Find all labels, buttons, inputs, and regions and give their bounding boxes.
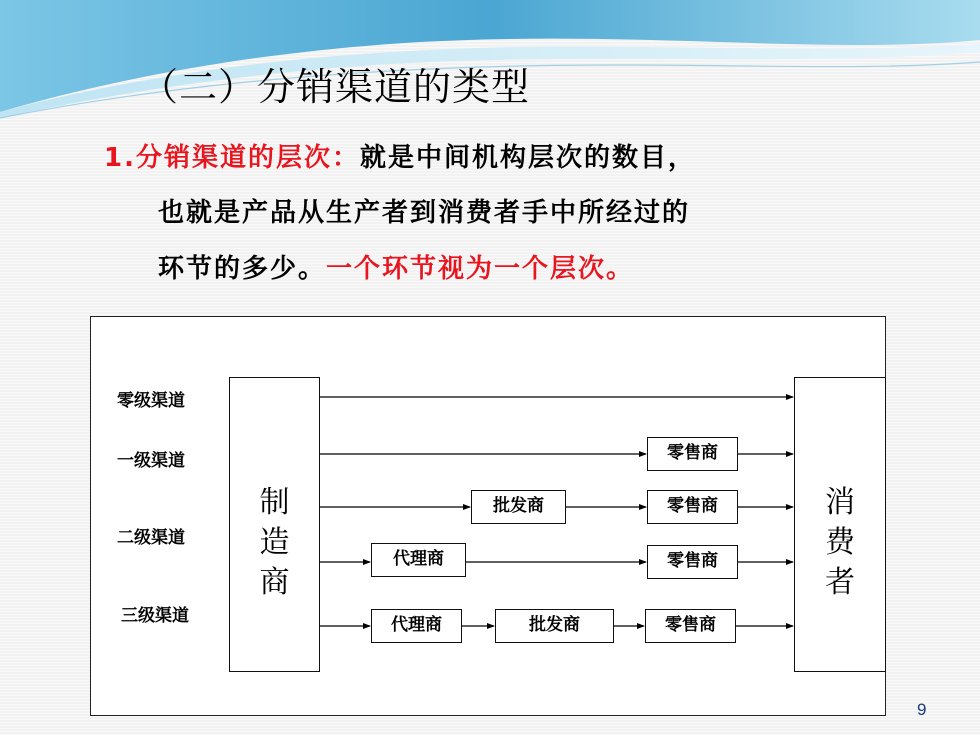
level3-wholesaler-node: 批发商	[495, 609, 614, 643]
page-number: 9	[917, 700, 927, 719]
manufacturer-char-1: 制	[259, 485, 290, 520]
consumer-char-2: 费	[825, 525, 855, 560]
level-one-label: 一级渠道	[117, 451, 185, 471]
level-three-label: 三级渠道	[121, 606, 189, 626]
consumer-box	[794, 377, 886, 672]
level2-wholesaler-node: 批发商	[471, 490, 566, 524]
consumer-char-1: 消	[825, 485, 855, 520]
level2-agent-node: 代理商	[371, 543, 466, 577]
level3-agent-node: 代理商	[371, 609, 462, 643]
paragraph-line3-red: 一个环节视为一个层次。	[326, 254, 635, 284]
manufacturer-char-2: 造	[259, 525, 290, 560]
manufacturer-label	[230, 483, 319, 603]
level-two-label: 二级渠道	[117, 528, 185, 548]
level3-retailer-node: 零售商	[645, 609, 736, 643]
paragraph-line-2: 也就是产品从生产者到消费者手中所经过的	[158, 198, 691, 228]
consumer-char-3: 者	[825, 565, 855, 600]
level-zero-label: 零级渠道	[117, 391, 185, 411]
level2b-retailer-node: 零售商	[647, 545, 738, 579]
manufacturer-char-3: 商	[259, 565, 290, 600]
paragraph-line3-black: 环节的多少。	[158, 254, 327, 284]
page-title: （二）分销渠道的类型	[140, 65, 531, 109]
level2a-retailer-node: 零售商	[647, 490, 738, 524]
paragraph-line-3	[158, 248, 634, 285]
paragraph-line1-rest: 就是中间机构层次的数目，	[359, 143, 696, 173]
consumer-label	[795, 483, 885, 603]
manufacturer-box	[229, 377, 320, 672]
level1-retailer-node: 零售商	[647, 437, 738, 471]
paragraph-lead: 1.分销渠道的层次：	[104, 143, 360, 173]
paragraph-line-1	[104, 137, 696, 174]
